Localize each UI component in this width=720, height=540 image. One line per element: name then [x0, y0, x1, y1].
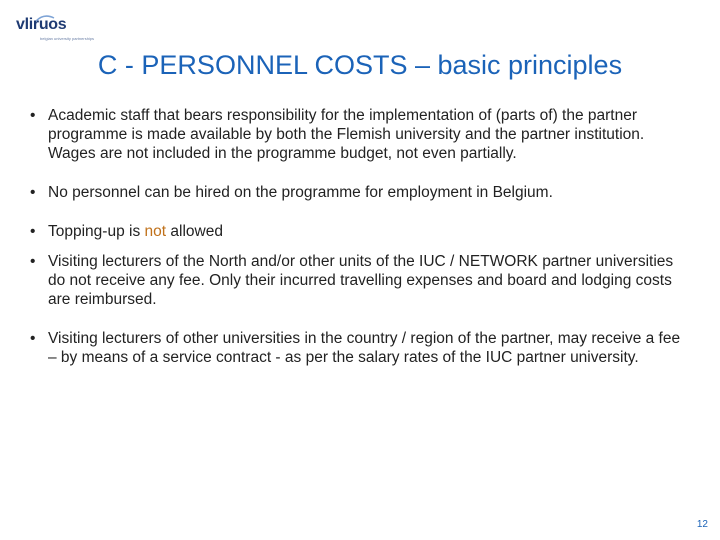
bullet-text: Visiting lecturers of other universities in the country / region of the partner, may receive a fee – by means of a service contract - as per the salary rates of the IUC partner university.: [48, 330, 681, 366]
bullet-item: [30, 106, 688, 163]
bullet-list: [30, 106, 688, 367]
page-number: 12: [696, 519, 708, 530]
slide-title: C - PERSONNEL COSTS – basic principles: [97, 50, 623, 80]
bullet-dot: •: [30, 223, 36, 240]
vliruos-logo: [14, 14, 104, 44]
bullet-item: [30, 252, 688, 309]
bullet-dot: •: [30, 107, 36, 124]
bullet-dot: •: [30, 330, 36, 347]
bullet-dot: •: [30, 253, 36, 270]
bullet-text: No personnel can be hired on the programme for employment in Belgium.: [48, 184, 553, 201]
bullet-text: Academic staff that bears responsibility for the implementation of (parts of) the partner programme is made available by both the Flemish university and the partner institution. Wages are not included in the programme budget, not even partially.: [48, 107, 645, 162]
bullet-text-before: Topping-up is: [48, 223, 145, 240]
logo-tagline: belgian university partnerships: [40, 36, 95, 41]
logo-text: vliruos: [16, 16, 67, 33]
bullet-item: [30, 329, 688, 367]
bullet-item: [30, 222, 688, 241]
bullet-text: Visiting lecturers of the North and/or other units of the IUC / NETWORK partner universities do not receive any fee. Only their incurred travelling expenses and board and lodging costs are reimbursed.: [48, 253, 674, 308]
bullet-text-after: allowed: [166, 223, 223, 240]
bullet-dot: •: [30, 184, 36, 201]
bullet-item: [30, 183, 688, 202]
bullet-emphasis: not: [144, 223, 167, 240]
